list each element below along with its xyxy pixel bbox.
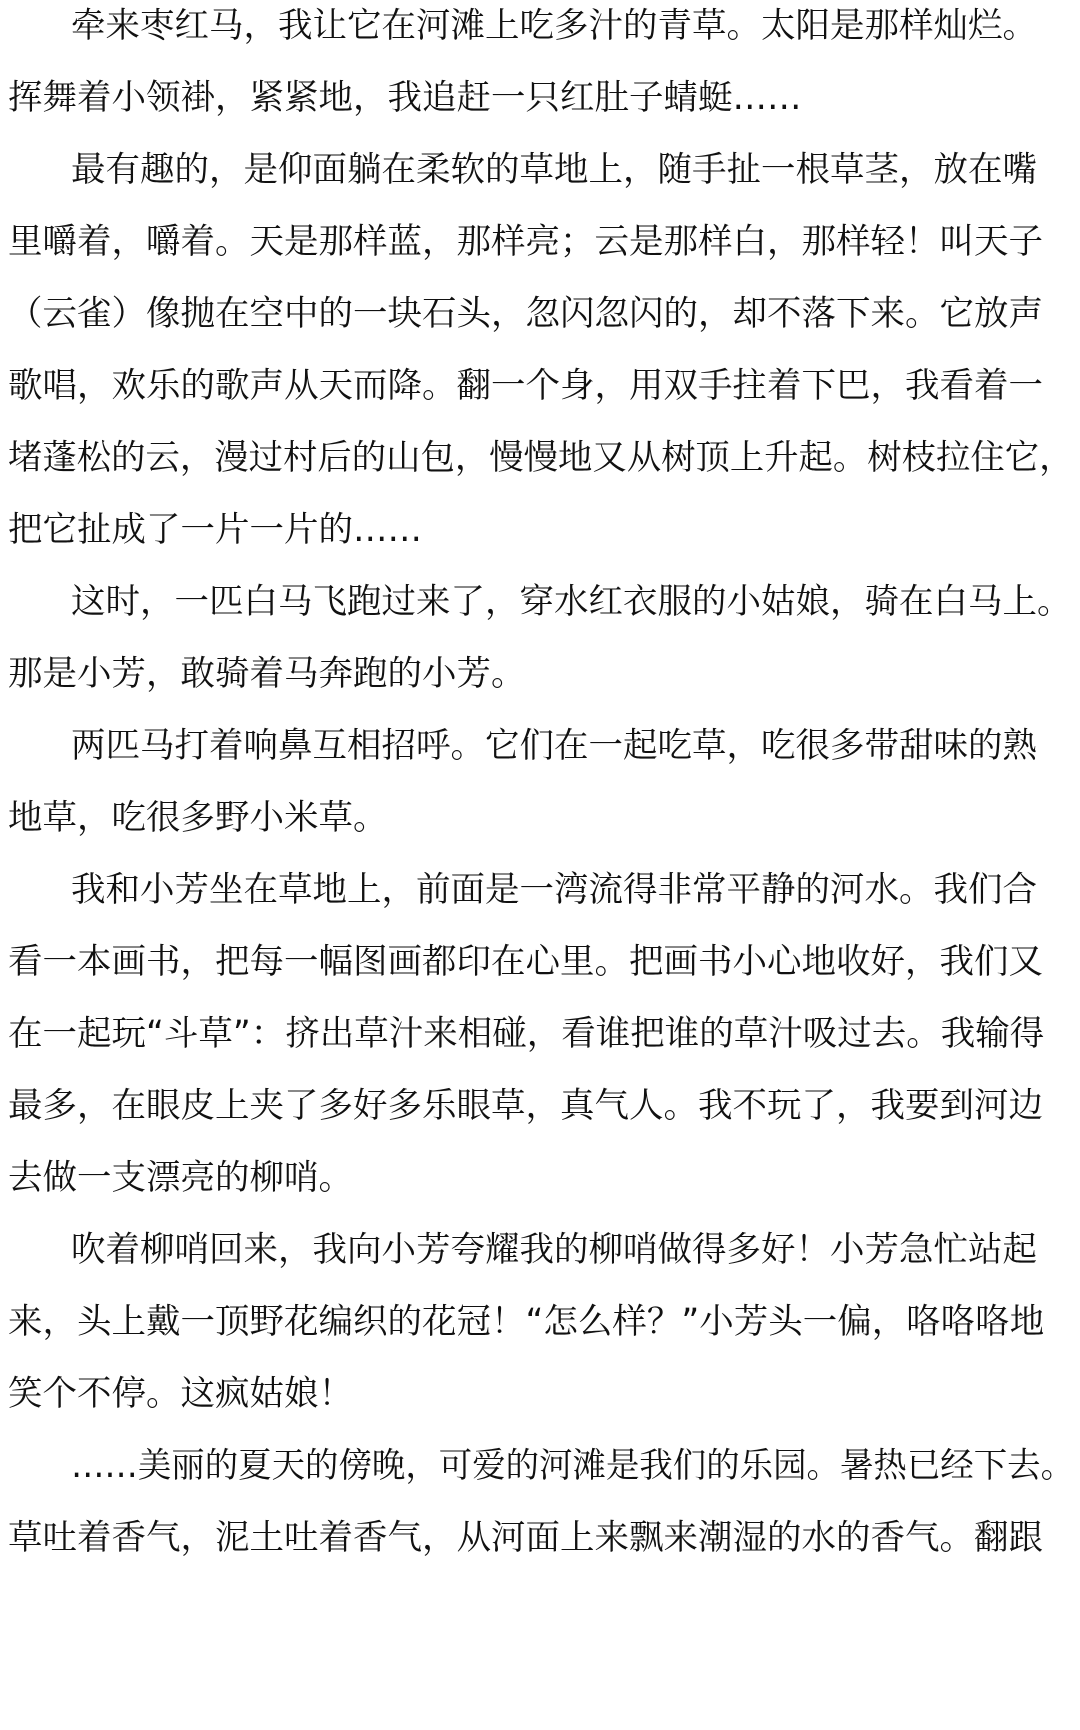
text-line: 两匹马打着响鼻互相招呼。它们在一起吃草，吃很多带甜味的熟: [71, 726, 1037, 766]
text-line: 里嚼着，嚼着。天是那样蓝，那样亮；云是那样白，那样轻！叫天子: [8, 222, 1043, 262]
text-line: 堵蓬松的云，漫过村后的山包，慢慢地又从树顶上升起。树枝拉住它，: [8, 438, 1074, 478]
text-line: ……美丽的夏天的傍晚，可爱的河滩是我们的乐园。暑热已经下去。: [71, 1446, 1075, 1486]
text-line: 地草，吃很多野小米草。: [8, 798, 388, 838]
text-line: 那是小芳，敢骑着马奔跑的小芳。: [8, 654, 526, 694]
text-line: 最多，在眼皮上夹了多好多乐眼草，真气人。我不玩了，我要到河边: [8, 1086, 1043, 1126]
text-line: 歌唱，欢乐的歌声从天而降。翻一个身，用双手拄着下巴，我看着一: [8, 366, 1043, 406]
text-line: 去做一支漂亮的柳哨。: [8, 1158, 353, 1198]
text-line: 来，头上戴一顶野花编织的花冠！“怎么样？”小芳头一偏，咯咯咯地: [8, 1302, 1045, 1342]
text-line: 笑个不停。这疯姑娘！: [8, 1374, 353, 1414]
text-line: （云雀）像抛在空中的一块石头，忽闪忽闪的，却不落下来。它放声: [8, 294, 1043, 334]
text-line: 在一起玩“斗草”：挤出草汁来相碰，看谁把谁的草汁吸过去。我输得: [8, 1014, 1045, 1054]
text-line: 最有趣的，是仰面躺在柔软的草地上，随手扯一根草茎，放在嘴: [71, 150, 1037, 190]
text-line: 看一本画书，把每一幅图画都印在心里。把画书小心地收好，我们又: [8, 942, 1043, 982]
text-line: 我和小芳坐在草地上，前面是一湾流得非常平静的河水。我们合: [71, 870, 1037, 910]
text-line: 牵来枣红马，我让它在河滩上吃多汁的青草。太阳是那样灿烂。: [71, 6, 1037, 46]
document-page: [8, 0, 1080, 1730]
text-line: 吹着柳哨回来，我向小芳夸耀我的柳哨做得多好！小芳急忙站起: [71, 1230, 1037, 1270]
text-line: 把它扯成了一片一片的……: [8, 510, 422, 550]
text-line: 草吐着香气，泥土吐着香气，从河面上来飘来潮湿的水的香气。翻跟: [8, 1518, 1043, 1558]
text-line: 挥舞着小领褂，紧紧地，我追赶一只红肚子蜻蜓……: [8, 78, 802, 118]
text-line: 这时，一匹白马飞跑过来了，穿水红衣服的小姑娘，骑在白马上。: [71, 582, 1072, 622]
